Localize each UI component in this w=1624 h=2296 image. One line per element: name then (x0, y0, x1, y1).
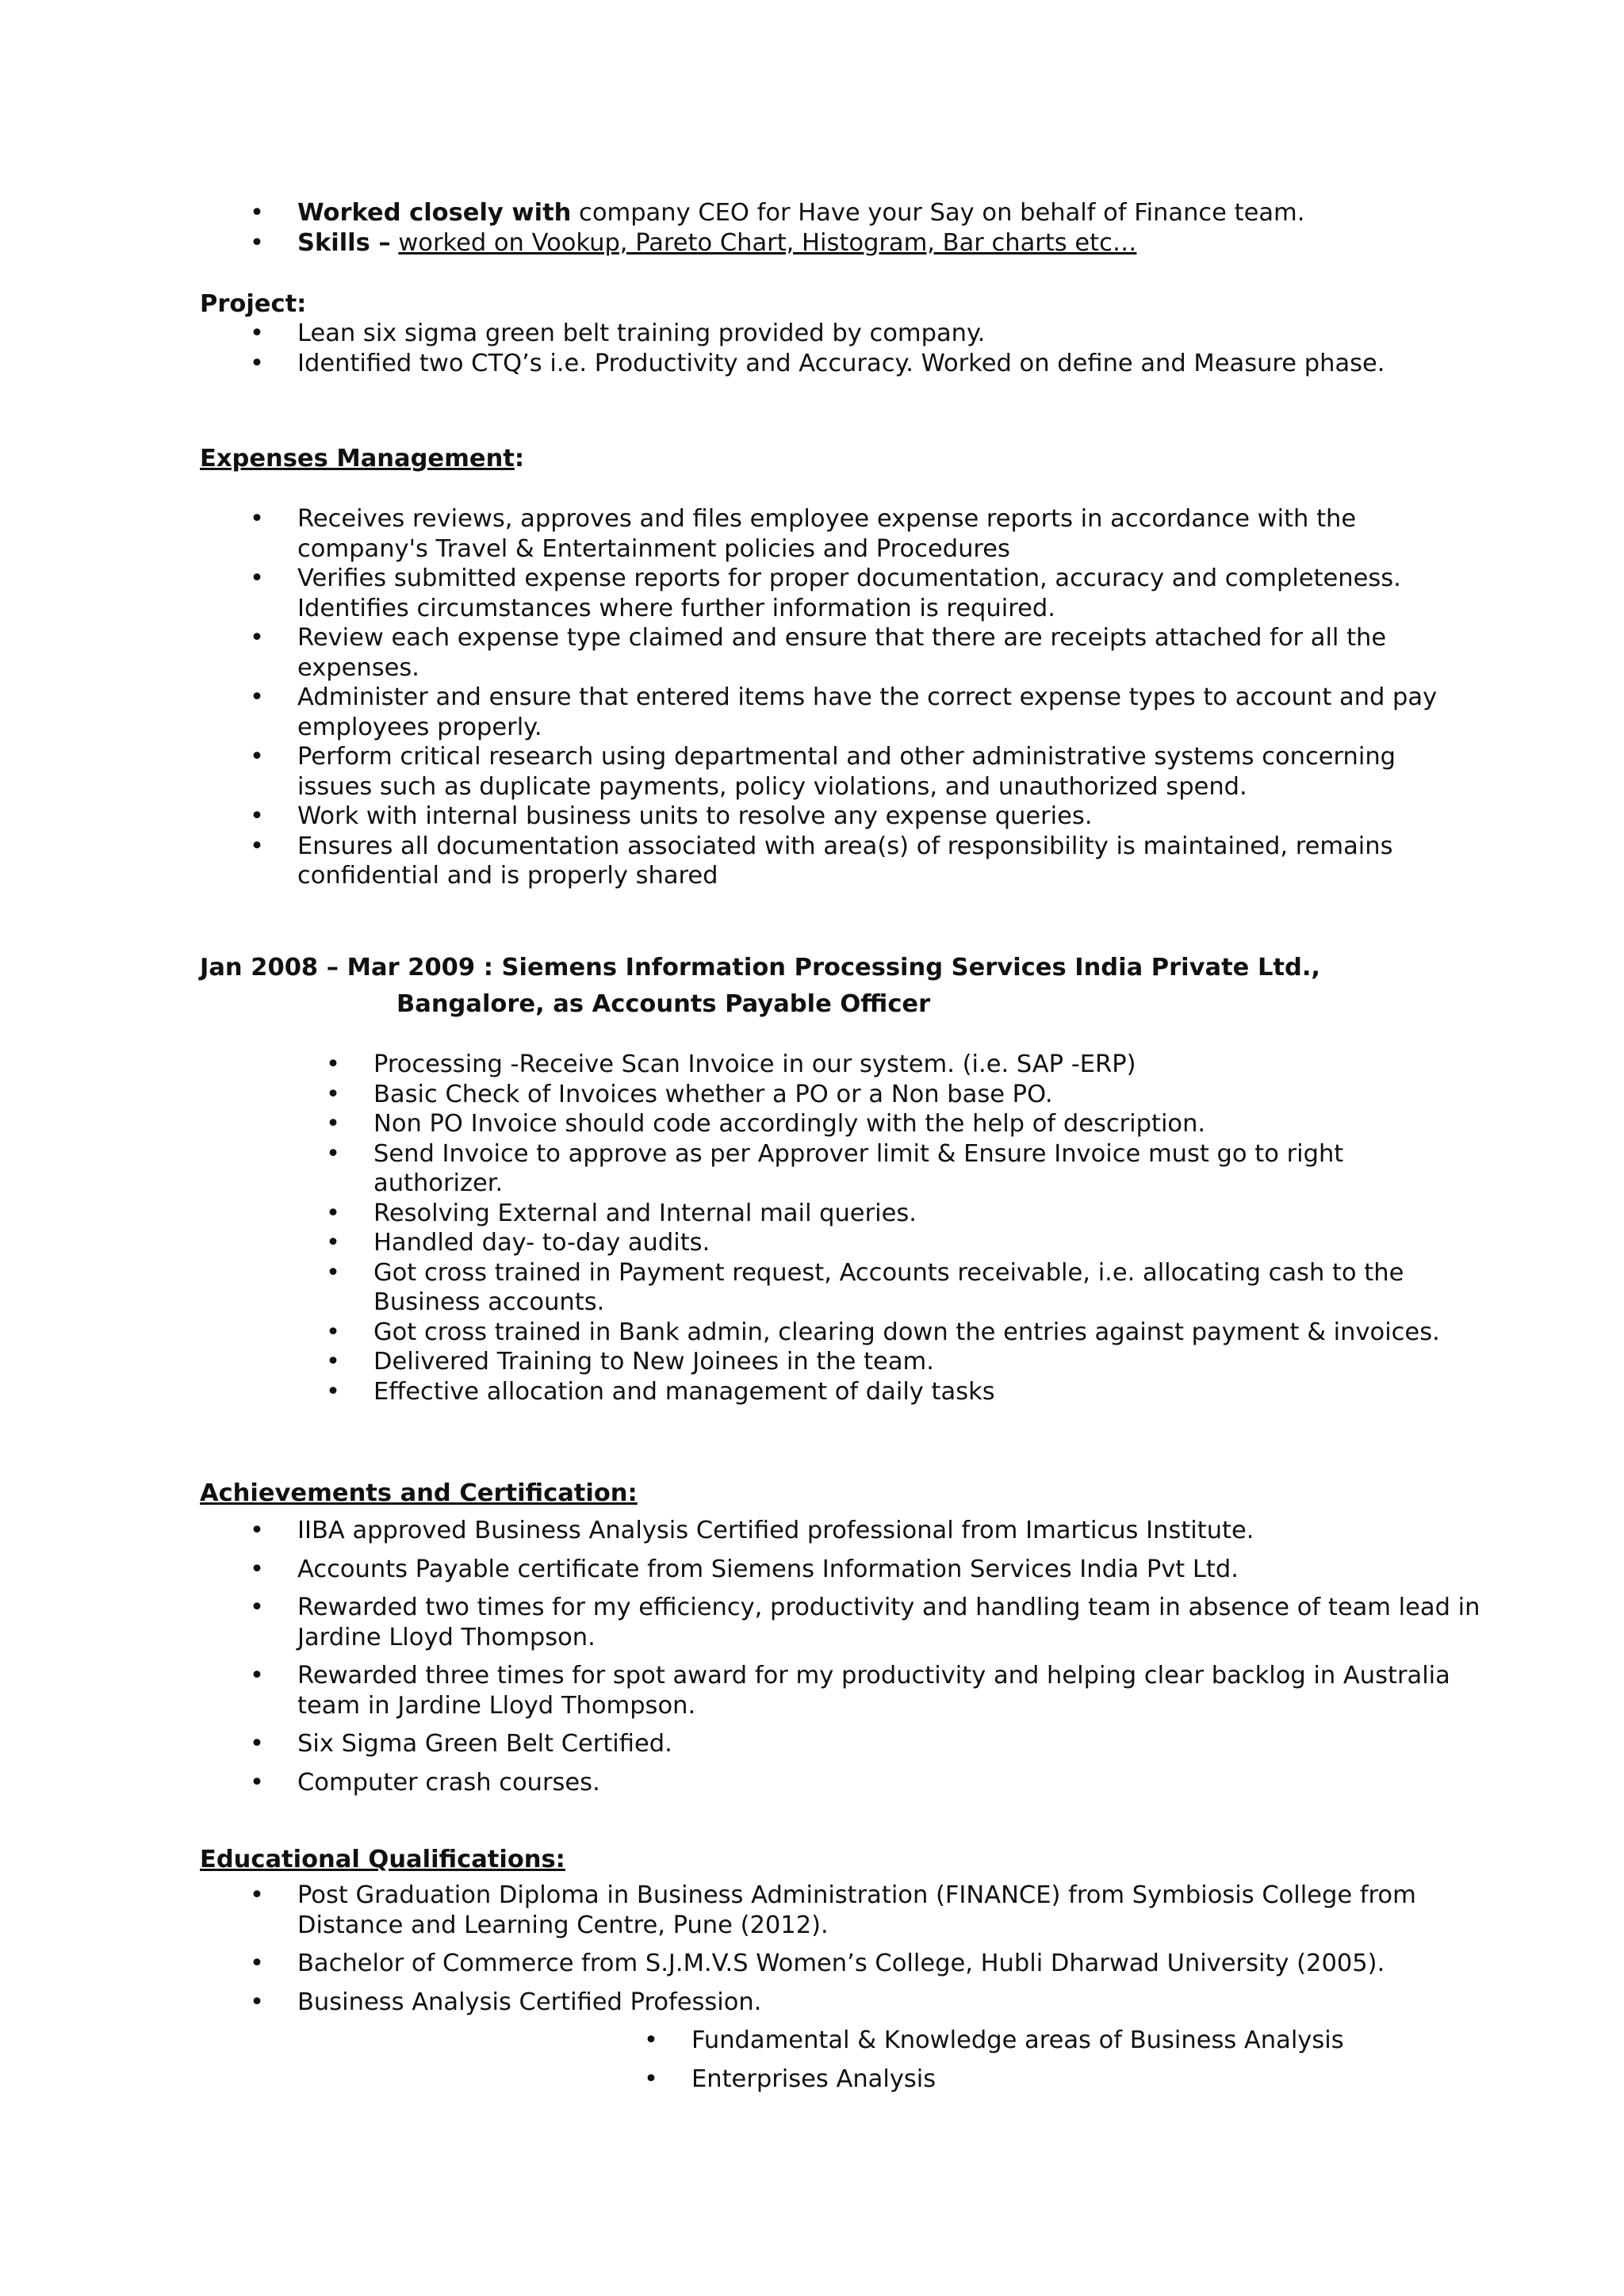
project-list (200, 319, 1484, 378)
education-list (200, 1881, 1500, 2026)
list-item: • Verifies submitted expense reports for proper documentation, accuracy and completeness. Identifies circumstances where further information is required. (200, 564, 1453, 623)
list-item: • Identified two CTQ’s i.e. Productivity and Accuracy. Worked on define and Measure phase. (200, 349, 1484, 379)
list-item: • Administer and ensure that entered items have the correct expense types to account and pay employees properly. (200, 683, 1453, 742)
achievements-heading: Achievements and Certification: (200, 1479, 638, 1507)
list-item: • Computer crash courses. (200, 1768, 1500, 1798)
achievements-list (200, 1516, 1500, 1806)
list-item: • Non PO Invoice should code accordingly with the help of description. (200, 1109, 1453, 1139)
list-item: • Handled day- to-day audits. (200, 1228, 1453, 1258)
list-item: • Skills – worked on Vookup, Pareto Chart, Histogram, Bar charts etc… (200, 228, 1484, 258)
list-item: • IIBA approved Business Analysis Certified professional from Imarticus Institute. (200, 1516, 1500, 1546)
job-header (200, 950, 1548, 1023)
list-item: • Ensures all documentation associated with area(s) of responsibility is maintained, remains confidential and is properly shared (200, 832, 1453, 891)
list-item: • Fundamental & Knowledge areas of Business Analysis (200, 2026, 1500, 2056)
list-item: • Got cross trained in Payment request, Accounts receivable, i.e. allocating cash to the Business accounts. (200, 1258, 1453, 1318)
job-dates-company: Jan 2008 – Mar 2009 : Siemens Information Processing Services India Private Ltd., (200, 954, 1320, 982)
list-item: • Accounts Payable certificate from Siemens Information Services India Pvt Ltd. (200, 1555, 1500, 1585)
list-item: • Basic Check of Invoices whether a PO or a Non base PO. (200, 1080, 1453, 1110)
education-heading: Educational Qualifications: (200, 1846, 565, 1873)
project-heading: Project: (200, 290, 307, 318)
list-item: • Lean six sigma green belt training provided by company. (200, 319, 1484, 349)
list-item: • Resolving External and Internal mail queries. (200, 1199, 1453, 1229)
list-item: • Six Sigma Green Belt Certified. (200, 1729, 1500, 1759)
list-item: • Processing -Receive Scan Invoice in our system. (i.e. SAP -ERP) (200, 1050, 1453, 1080)
list-item: • Review each expense type claimed and ensure that there are receipts attached for all the expenses. (200, 623, 1453, 683)
list-item: • Rewarded two times for my efficiency, productivity and handling team in absence of team lead in Jardine Lloyd Thompson. (200, 1593, 1500, 1652)
job-duties-list (200, 1050, 1453, 1406)
list-item: • Worked closely with company CEO for Have your Say on behalf of Finance team. (200, 198, 1484, 228)
list-item: • Rewarded three times for spot award for my productivity and helping clear backlog in Australia team in Jardine Lloyd Thompson. (200, 1661, 1500, 1720)
list-item: • Delivered Training to New Joinees in the team. (200, 1347, 1453, 1377)
intro-list (200, 198, 1484, 258)
list-item: • Effective allocation and management of daily tasks (200, 1377, 1453, 1407)
list-item: • Perform critical research using departmental and other administrative systems concerning issues such as duplicate payments, policy violations, and unauthorized spend. (200, 742, 1453, 802)
list-item: • Work with internal business units to resolve any expense queries. (200, 802, 1453, 832)
job-location-title: Bangalore, as Accounts Payable Officer (396, 990, 931, 1018)
list-item: • Post Graduation Diploma in Business Administration (FINANCE) from Symbiosis College from Distance and Learning Centre, Pune (2012). (200, 1881, 1500, 1940)
education-sublist (200, 2026, 1500, 2103)
list-item: • Receives reviews, approves and files employee expense reports in accordance with the company's Travel & Entertainment policies and Procedures (200, 504, 1453, 564)
list-item: • Enterprises Analysis (200, 2064, 1500, 2095)
list-item: • Bachelor of Commerce from S.J.M.V.S Women’s College, Hubli Dharwad University (2005). (200, 1949, 1500, 1979)
list-item: • Got cross trained in Bank admin, clearing down the entries against payment & invoices. (200, 1318, 1453, 1348)
expenses-heading: Expenses Management: (200, 445, 525, 473)
expenses-list (200, 504, 1453, 891)
list-item: • Business Analysis Certified Profession. (200, 1988, 1500, 2018)
list-item: • Send Invoice to approve as per Approver limit & Ensure Invoice must go to right authorizer. (200, 1139, 1453, 1199)
skills-text: worked on Vookup, Pareto Chart, Histogram, Bar charts etc… (398, 228, 1137, 257)
